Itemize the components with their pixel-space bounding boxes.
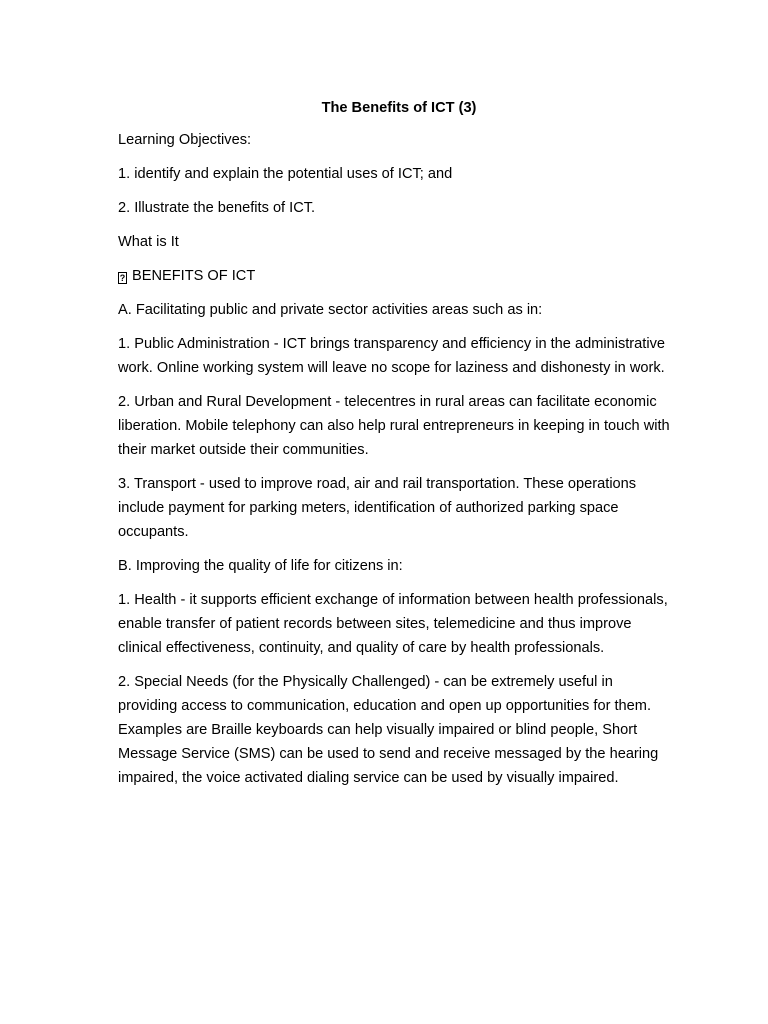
what-is-it-heading: What is It [118,234,179,250]
section-b-heading: B. Improving the quality of life for citizens in: [118,558,403,574]
benefits-heading-line [118,264,674,288]
section-b-item-1: 1. Health - it supports efficient exchange of information between health professionals, enable transfer of patient records between sites, telemedicine and thus improve clinical effectiveness, continuity, and quality of care by health professionals. [118,592,668,656]
section-a-heading: A. Facilitating public and private sector activities areas such as in: [118,302,543,318]
section-a-item-3: 3. Transport - used to improve road, air and rail transportation. These operations include payment for parking meters, identification of authorized parking space occupants. [118,476,637,540]
document-title: The Benefits of ICT (3) [321,100,477,116]
section-b-item-2: 2. Special Needs (for the Physically Challenged) - can be extremely useful in providing access to communication, education and open up opportunities for them. Examples are Braille keyboards can help visually impaired or blind people, Short Message Service (SMS) can be used to send and receive messaged by the hearing impaired, the voice activated dialing service can be used by visually impaired. [118,674,659,786]
objective-item-2: 2. Illustrate the benefits of ICT. [118,200,316,216]
learning-objectives-heading: Learning Objectives: [118,132,252,148]
benefits-heading: BENEFITS OF ICT [132,268,256,284]
objective-item-1: 1. identify and explain the potential uses of ICT; and [118,166,453,182]
document-page [118,96,674,800]
missing-glyph-icon: ? [119,273,126,283]
section-a-item-1: 1. Public Administration - ICT brings transparency and efficiency in the administrative work. Online working system will leave no scope for laziness and dishonesty in work. [118,336,665,376]
section-a-item-2: 2. Urban and Rural Development - telecentres in rural areas can facilitate economic liberation. Mobile telephony can also help rural entrepreneurs in keeping in touch with their market outside their communities. [118,394,670,458]
